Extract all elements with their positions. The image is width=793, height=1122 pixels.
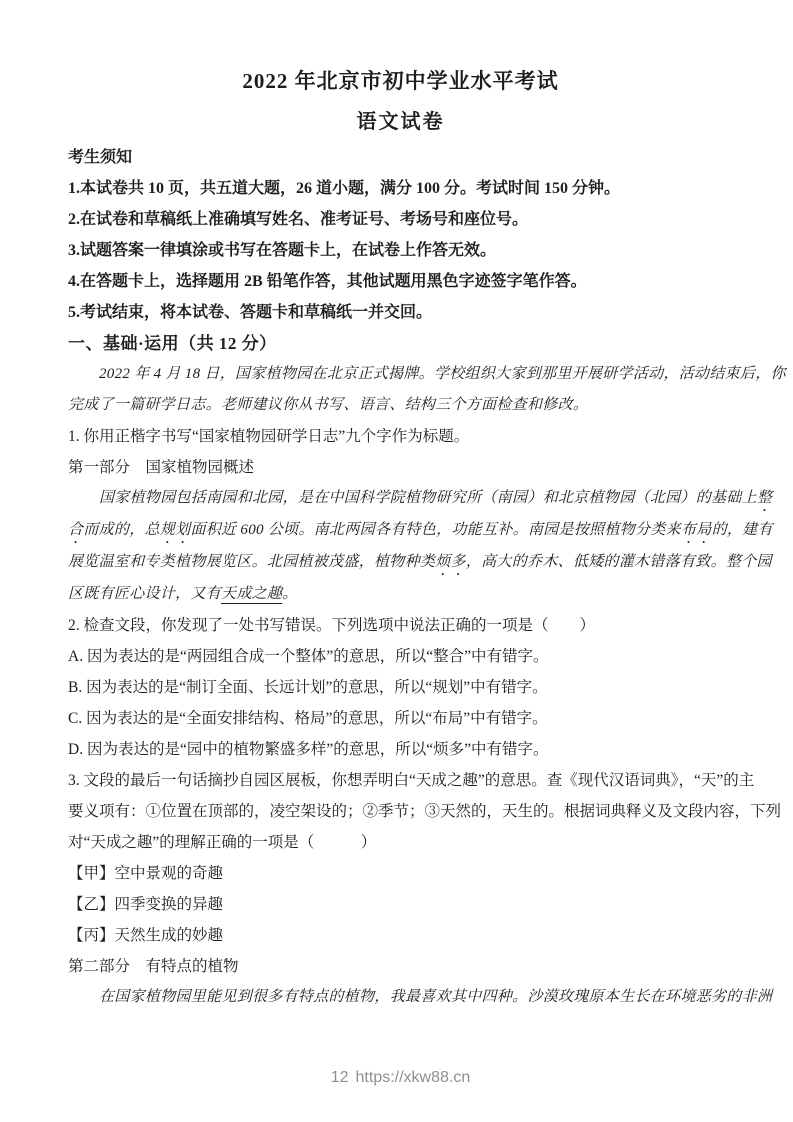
page-number: 12: [330, 1069, 349, 1086]
section-1-heading: 一、基础·运用（共 12 分）: [68, 334, 277, 353]
intro-paragraph-line-1: 2022 年 4 月 18 日，国家植物园在北京正式揭牌。学校组织大家到那里开展研学活动，活动结束后，你: [99, 366, 786, 382]
passage-line-4: 区既有匠心设计，又有天成之趣。: [68, 586, 298, 602]
passage-line-1: 国家植物园包括南园和北园，是在中国科学院植物研究所（南园）和北京植物园（北园）的基础上整: [99, 490, 773, 506]
part-2-heading: 第二部分 有特点的植物: [68, 958, 239, 975]
page-footer: [68, 1065, 733, 1091]
q2-option-b: B. 因为表达的是“制订全面、长远计划”的意思，所以“规划”中有错字。: [68, 679, 548, 696]
notice-item-1: 1.本试卷共 10 页，共五道大题，26 道小题，满分 100 分。考试时间 150 分钟。: [68, 180, 621, 197]
notice-item-2: 2.在试卷和草稿纸上准确填写姓名、准考证号、考场号和座位号。: [68, 211, 529, 228]
exam-title: 2022 年北京市初中学业水平考试: [242, 69, 559, 93]
q3-choice-yi: 【乙】四季变换的异趣: [68, 896, 224, 913]
notice-item-5: 5.考试结束，将本试卷、答题卡和草稿纸一并交回。: [68, 304, 433, 321]
question-3-line-3: 对“天成之趣”的理解正确的一项是（ ）: [68, 834, 377, 851]
q2-option-d: D. 因为表达的是“园中的植物繁盛多样”的意思，所以“烦多”中有错字。: [68, 741, 549, 758]
intro-paragraph-line-2: 完成了一篇研学日志。老师建议你从书写、语言、结构三个方面检查和修改。: [68, 397, 589, 413]
question-2: 2. 检查文段，你发现了一处书写错误。下列选项中说法正确的一项是（ ）: [68, 617, 596, 634]
q3-choice-bing: 【丙】天然生成的妙趣: [68, 927, 224, 944]
question-3-line-1: 3. 文段的最后一句话摘抄自园区展板，你想弄明白“天成之趣”的意思。查《现代汉语词典》，“天”的主: [68, 772, 755, 789]
q2-option-c: C. 因为表达的是“全面安排结构、格局”的意思，所以“布局”中有错字。: [68, 710, 548, 727]
q3-choice-jia: 【甲】空中景观的奇趣: [68, 865, 224, 882]
source-url: https://xkw88.cn: [355, 1069, 471, 1086]
passage-line-3: 展览温室和专类植物展览区。北园植被茂盛，植物种类烦多，高大的乔木、低矮的灌木错落有致。整个园: [68, 554, 772, 570]
exam-subtitle: 语文试卷: [356, 111, 445, 133]
q2-option-a: A. 因为表达的是“两园组合成一个整体”的意思，所以“整合”中有错字。: [68, 648, 549, 665]
passage-line-2: 合而成的，总规划面积近 600 公顷。南北两园各有特色，功能互补。南园是按照植物分类来布局的，建有: [68, 522, 773, 538]
part-1-heading: 第一部分 国家植物园概述: [68, 459, 255, 476]
notice-heading: 考生须知: [68, 149, 133, 166]
part-2-intro: 在国家植物园里能见到很多有特点的植物，我最喜欢其中四种。沙漠玫瑰原本生长在环境恶劣的非洲: [99, 989, 773, 1005]
notice-item-4: 4.在答题卡上，选择题用 2B 铅笔作答，其他试题用黑色字迹签字笔作答。: [68, 273, 587, 290]
question-1: 1. 你用正楷字书写“国家植物园研学日志”九个字作为标题。: [68, 428, 470, 445]
question-3-line-2: 要义项有：①位置在顶部的，凌空架设的；②季节；③天然的，天生的。根据词典释义及文段内容，下列: [68, 803, 782, 820]
notice-item-3: 3.试题答案一律填涂或书写在答题卡上，在试卷上作答无效。: [68, 242, 497, 259]
